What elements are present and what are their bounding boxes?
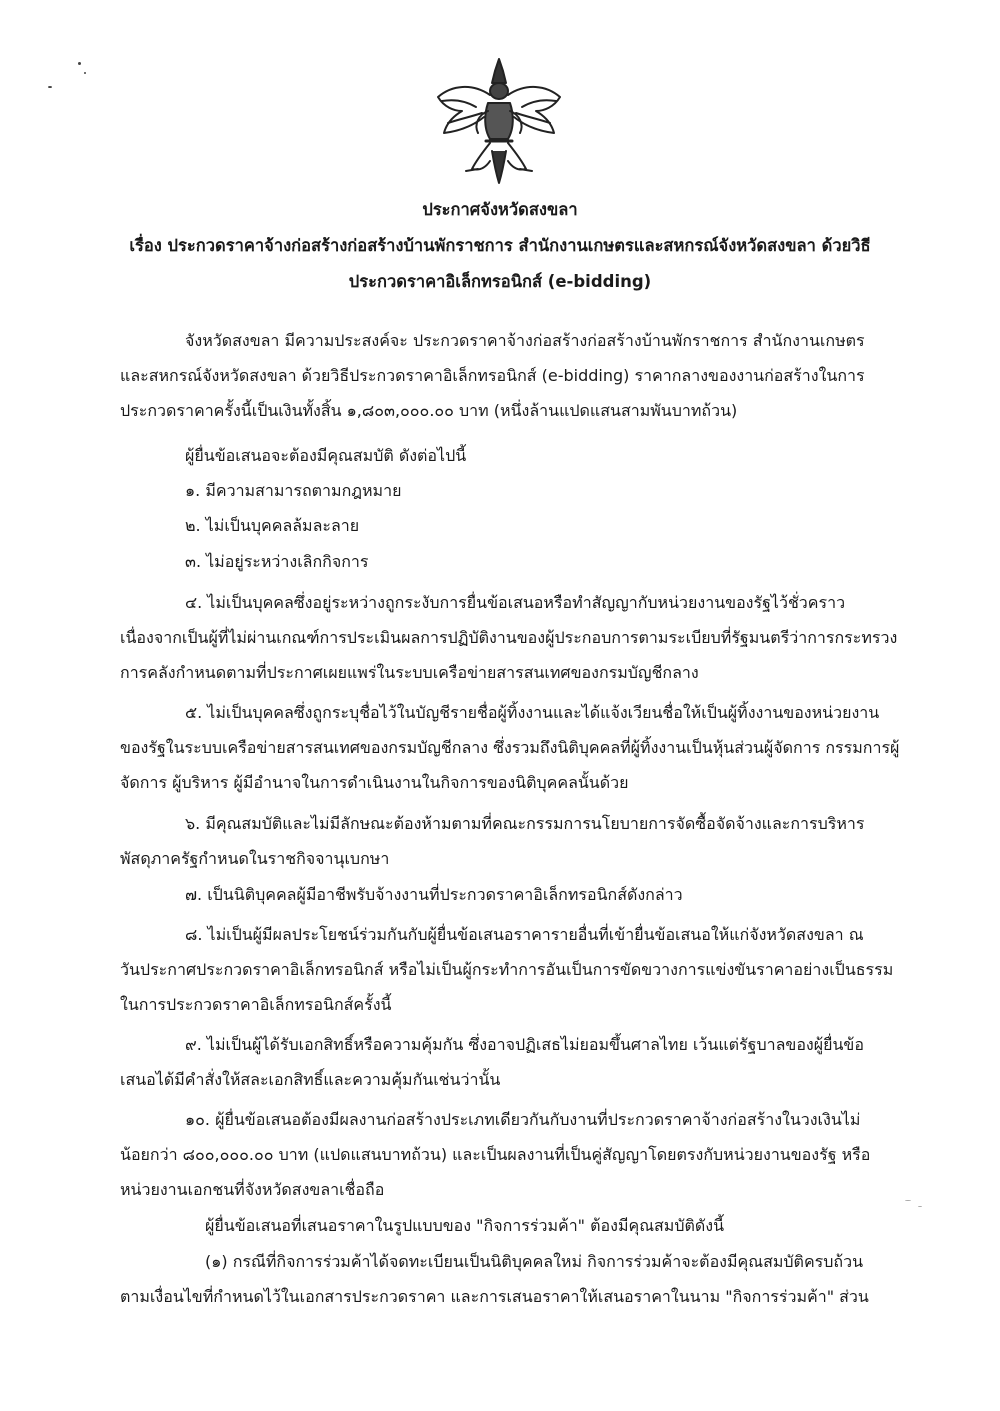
list-item: ๒. ไม่เป็นบุคคลล้มละลาย bbox=[185, 516, 360, 535]
list-item: ๓. ไม่อยู่ระหว่างเลิกกิจการ bbox=[185, 552, 369, 571]
body-line: จัดการ ผู้บริหาร ผู้มีอำนาจในการดำเนินงานในกิจการของนิติบุคคลนั้นด้วย bbox=[120, 773, 629, 792]
list-item: ๖. มีคุณสมบัติและไม่มีลักษณะต้องห้ามตามที่คณะกรรมการนโยบายการจัดซื้อจัดจ้างและการบริหาร bbox=[185, 814, 865, 833]
list-item: ๑. มีความสามารถตามกฎหมาย bbox=[185, 481, 402, 500]
body-line: หน่วยงานเอกชนที่จังหวัดสงขลาเชื่อถือ bbox=[120, 1180, 385, 1199]
body-line: ของรัฐในระบบเครือข่ายสารสนเทศของกรมบัญชีกลาง ซึ่งรวมถึงนิติบุคคลที่ผู้ทิ้งงานเป็นหุ้นส่วนผู้จัดการ กรรมการผู้ bbox=[120, 738, 900, 757]
scan-speck bbox=[905, 1200, 911, 1201]
body-line: ผู้ยื่นข้อเสนอที่เสนอราคาในรูปแบบของ "กิจการร่วมค้า" ต้องมีคุณสมบัติดังนี้ bbox=[205, 1216, 725, 1235]
scan-speck bbox=[48, 86, 52, 88]
scan-speck bbox=[78, 62, 81, 65]
list-item: ๗. เป็นนิติบุคคลผู้มีอาชีพรับจ้างงานที่ประกวดราคาอิเล็กทรอนิกส์ดังกล่าว bbox=[185, 885, 683, 904]
body-line: จังหวัดสงขลา มีความประสงค์จะ ประกวดราคาจ้างก่อสร้างก่อสร้างบ้านพักราชการ สำนักงานเกษตร bbox=[185, 331, 865, 350]
body-line: น้อยกว่า ๘๐๐,๐๐๐.๐๐ บาท (แปดแสนบาทถ้วน) และเป็นผลงานที่เป็นคู่สัญญาโดยตรงกับหน่วยงานของรัฐ หรือ bbox=[120, 1145, 871, 1164]
body-line: พัสดุภาครัฐกำหนดในราชกิจจานุเบกษา bbox=[120, 849, 390, 868]
subject-line-1: เรื่อง ประกวดราคาจ้างก่อสร้างก่อสร้างบ้านพักราชการ สำนักงานเกษตรและสหกรณ์จังหวัดสงขลา ด้วยวิธี bbox=[129, 236, 871, 255]
list-item: ๑๐. ผู้ยื่นข้อเสนอต้องมีผลงานก่อสร้างประเภทเดียวกันกับงานที่ประกวดราคาจ้างก่อสร้างในวงเงินไม่ bbox=[185, 1110, 861, 1129]
document-title: ประกาศจังหวัดสงขลา bbox=[422, 200, 578, 219]
scan-speck bbox=[918, 1206, 922, 1207]
list-item: ๔. ไม่เป็นบุคคลซึ่งอยู่ระหว่างถูกระงับการยื่นข้อเสนอหรือทำสัญญากับหน่วยงานของรัฐไว้ชั่วคราว bbox=[185, 593, 846, 612]
list-item: ๙. ไม่เป็นผู้ได้รับเอกสิทธิ์หรือความคุ้มกัน ซึ่งอาจปฏิเสธไม่ยอมขึ้นศาลไทย เว้นแต่รัฐบาลของผู้ยื่นข้อ bbox=[185, 1035, 864, 1054]
list-item: (๑) กรณีที่กิจการร่วมค้าได้จดทะเบียนเป็นนิติบุคคลใหม่ กิจการร่วมค้าจะต้องมีคุณสมบัติครบถ้วน bbox=[205, 1252, 864, 1271]
body-line: ผู้ยื่นข้อเสนอจะต้องมีคุณสมบัติ ดังต่อไปนี้ bbox=[185, 446, 467, 465]
list-item: ๕. ไม่เป็นบุคคลซึ่งถูกระบุชื่อไว้ในบัญชีรายชื่อผู้ทิ้งงานและได้แจ้งเวียนชื่อให้เป็นผู้ทิ้งงานของหน่วยงาน bbox=[185, 703, 880, 722]
list-item: ๘. ไม่เป็นผู้มีผลประโยชน์ร่วมกันกับผู้ยื่นข้อเสนอราคารายอื่นที่เข้ายื่นข้อเสนอให้แก่จังหวัดสงขลา ณ bbox=[185, 925, 864, 944]
body-line: ประกวดราคาครั้งนี้เป็นเงินทั้งสิ้น ๑,๘๐๓,๐๐๐.๐๐ บาท (หนึ่งล้านแปดแสนสามพันบาทถ้วน) bbox=[120, 401, 738, 420]
body-line: ตามเงื่อนไขที่กำหนดไว้ในเอกสารประกวดราคา และการเสนอราคาให้เสนอราคาในนาม "กิจการร่วมค้า" ส่วน bbox=[120, 1287, 869, 1306]
body-line: เสนอได้มีคำสั่งให้สละเอกสิทธิ์และความคุ้มกันเช่นว่านั้น bbox=[120, 1070, 501, 1089]
garuda-emblem-icon bbox=[432, 55, 566, 187]
body-line: เนื่องจากเป็นผู้ที่ไม่ผ่านเกณฑ์การประเมินผลการปฏิบัติงานของผู้ประกอบการตามระเบียบที่รัฐมนตรีว่าการกระทรวง bbox=[120, 628, 898, 647]
subject-line-2: ประกวดราคาอิเล็กทรอนิกส์ (e-bidding) bbox=[348, 272, 652, 291]
scan-speck bbox=[84, 72, 86, 74]
body-line: การคลังกำหนดตามที่ประกาศเผยแพร่ในระบบเครือข่ายสารสนเทศของกรมบัญชีกลาง bbox=[120, 663, 699, 682]
body-line: และสหกรณ์จังหวัดสงขลา ด้วยวิธีประกวดราคาอิเล็กทรอนิกส์ (e-bidding) ราคากลางของงานก่อสร้างในการ bbox=[120, 366, 865, 385]
body-line: วันประกาศประกวดราคาอิเล็กทรอนิกส์ หรือไม่เป็นผู้กระทำการอันเป็นการขัดขวางการแข่งขันราคาอย่างเป็นธรรม bbox=[120, 960, 894, 979]
body-line: ในการประกวดราคาอิเล็กทรอนิกส์ครั้งนี้ bbox=[120, 995, 392, 1014]
